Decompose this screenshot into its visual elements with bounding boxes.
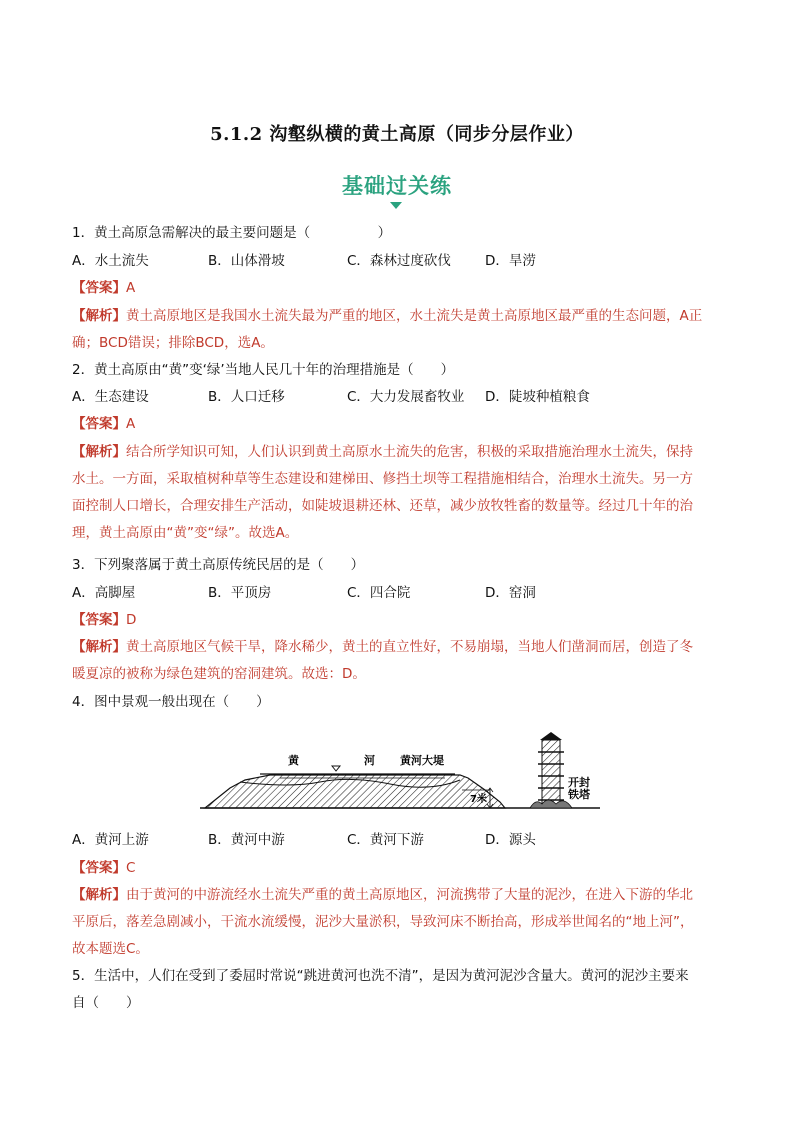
- question-3-stem: 3．下列聚落属于黄土高原传统民居的是（ ）: [72, 557, 365, 573]
- levee-diagram: [200, 730, 620, 815]
- question-2-stem: 2．黄土高原由“黄”变‘绿’当地人民几十年的治理措施是（ ）: [72, 362, 455, 378]
- figure-label-levee: 黄河大堤: [400, 754, 444, 767]
- analysis-tag: 【解析】: [72, 887, 126, 903]
- figure-label-kaifeng: 开封: [568, 776, 590, 789]
- q2-option-d: D．陡坡种植粮食: [485, 389, 590, 405]
- q2-option-b: B．人口迁移: [208, 389, 285, 405]
- figure-label-huang: 黄: [288, 754, 299, 767]
- answer-tag: 【答案】: [72, 860, 126, 876]
- question-5-stem-line-1: 5．生活中，人们在受到了委屈时常说“跳进黄河也洗不清”，是因为黄河泥沙含量大。黄河的泥沙主要来: [72, 968, 689, 984]
- q3-option-a: A．高脚屋: [72, 585, 136, 601]
- answer-value: A: [126, 416, 136, 432]
- analysis-text: 黄土高原地区气候干旱，降水稀少，黄土的直立性好，不易崩塌，当地人们凿洞而居，创造了冬: [126, 639, 693, 655]
- q1-option-b: B．山体滑坡: [208, 253, 285, 269]
- iron-pagoda-icon: [530, 732, 572, 808]
- figure-label-tieta: 铁塔: [568, 788, 590, 801]
- q4-option-c: C．黄河下游: [347, 832, 424, 848]
- answer-tag: 【答案】: [72, 280, 126, 296]
- page-title: 5.1.2 沟壑纵横的黄土高原（同步分层作业）: [210, 124, 584, 145]
- q1-option-a: A．水土流失: [72, 253, 149, 269]
- q1-answer: [72, 276, 732, 296]
- q4-analysis-line-1: [72, 883, 732, 903]
- q1-analysis-line-1: [72, 304, 732, 324]
- q4-analysis-line-3: 故本题选C。: [72, 941, 149, 957]
- analysis-tag: 【解析】: [72, 444, 126, 460]
- q4-option-a: A．黄河上游: [72, 832, 149, 848]
- q3-analysis-line-1: [72, 635, 732, 655]
- section-header: [0, 170, 794, 200]
- q2-analysis-line-4: 理，黄土高原由“黄”变“绿”。故选A。: [72, 525, 299, 541]
- yellow-river-levee-figure: [200, 730, 620, 815]
- analysis-tag: 【解析】: [72, 308, 126, 324]
- question-4-stem: 4．图中景观一般出现在（ ）: [72, 694, 270, 710]
- analysis-text: 黄土高原地区是我国水土流失最为严重的地区，水土流失是黄土高原地区最严重的生态问题，A正: [126, 308, 703, 324]
- q3-option-c: C．四合院: [347, 585, 411, 601]
- q2-option-c: C．大力发展畜牧业: [347, 389, 465, 405]
- q2-analysis-line-3: 面控制人口增长，合理安排生产活动，如陡坡退耕还林、还草，减少放牧牲畜的数量等。经过几十年的治: [72, 498, 693, 514]
- q3-analysis-line-2: 暖夏凉的被称为绿色建筑的窑洞建筑。故选：D。: [72, 666, 366, 682]
- answer-tag: 【答案】: [72, 612, 126, 628]
- q3-option-b: B．平顶房: [208, 585, 272, 601]
- answer-value: A: [126, 280, 136, 296]
- q1-option-c: C．森林过度砍伐: [347, 253, 451, 269]
- q4-option-d: D．源头: [485, 832, 536, 848]
- answer-value: C: [126, 860, 136, 876]
- section-title: 基础过关练: [342, 174, 452, 198]
- water-level-marker-icon: [332, 766, 340, 771]
- analysis-text: 由于黄河的中游流经水土流失严重的黄土高原地区，河流携带了大量的泥沙，在进入下游的华北: [126, 887, 693, 903]
- question-1-stem: 1．黄土高原急需解决的最主要问题是（ ）: [72, 225, 392, 241]
- question-5-stem-line-2: 自（ ）: [72, 995, 140, 1011]
- answer-value: D: [126, 612, 137, 628]
- answer-tag: 【答案】: [72, 416, 126, 432]
- q2-option-a: A．生态建设: [72, 389, 149, 405]
- q4-answer: [72, 856, 732, 876]
- section-triangle-icon: [390, 202, 402, 209]
- q1-analysis-line-2: 确；BCD错误；排除BCD，选A。: [72, 335, 274, 351]
- q4-analysis-line-2: 平原后，落差急剧减小，干流水流缓慢，泥沙大量淤积，导致河床不断抬高，形成举世闻名的“地上河”，: [72, 914, 694, 930]
- figure-label-he: 河: [364, 754, 375, 767]
- q3-option-d: D．窑洞: [485, 585, 536, 601]
- q3-answer: [72, 608, 732, 628]
- analysis-tag: 【解析】: [72, 639, 126, 655]
- analysis-text: 结合所学知识可知，人们认识到黄土高原水土流失的危害，积极的采取措施治理水土流失，保持: [126, 444, 693, 460]
- figure-label-height: 7米: [470, 794, 487, 805]
- q2-analysis-line-2: 水土。一方面，采取植树种草等生态建设和建梯田、修挡土坝等工程措施相结合，治理水土流失。另一方: [72, 471, 693, 487]
- q1-option-d: D．旱涝: [485, 253, 536, 269]
- q4-option-b: B．黄河中游: [208, 832, 285, 848]
- q2-analysis-line-1: [72, 440, 732, 460]
- q2-answer: [72, 412, 732, 432]
